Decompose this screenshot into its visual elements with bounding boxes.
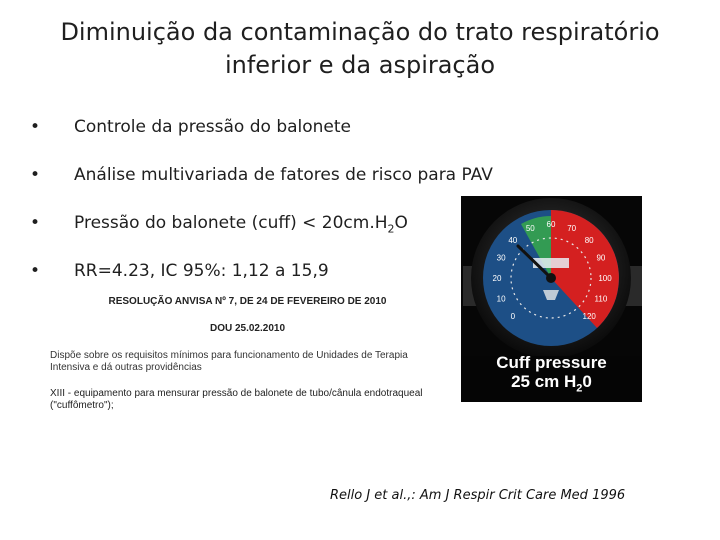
cuff-value-text: 25 cm H <box>511 372 577 391</box>
resolution-description: Dispõe sobre os requisitos mínimos para funcionamento de Unidades de Terapia Intensiva e dá outras providências <box>50 350 408 373</box>
bullet-dot: • <box>30 165 41 185</box>
gauge-scale-label: 10 <box>496 294 506 304</box>
bullet-dot: • <box>30 117 41 137</box>
resolution-item-xiii: XIII - equipamento para mensurar pressão de balonete de tubo/cânula endotraqueal ("cuffômetro"); <box>50 388 423 411</box>
bullet-item <box>30 260 329 282</box>
gauge-scale-label: 0 <box>510 312 516 322</box>
bullet-subscript: 2 <box>387 222 395 236</box>
bullet-item <box>30 212 408 240</box>
cuff-pressure-value <box>461 372 642 398</box>
bullet-text: Análise multivariada de fatores de risco para PAV <box>74 165 493 185</box>
gauge-scale-label: 50 <box>525 224 535 234</box>
slide-title <box>40 16 680 82</box>
resolution-dou-date: DOU 25.02.2010 <box>209 323 286 334</box>
gauge-scale-label: 30 <box>496 253 506 263</box>
gauge-scale-label: 80 <box>584 235 594 245</box>
anvisa-resolution-excerpt <box>50 296 445 412</box>
gauge-scale-label: 20 <box>492 274 502 283</box>
cuff-value-suffix: 0 <box>582 372 592 391</box>
bullet-dot: • <box>30 261 41 281</box>
bullet-text: RR=4.23, IC 95%: 1,12 a 15,9 <box>74 261 329 281</box>
citation: Rello J et al.,: Am J Respir Crit Care Med 1996 <box>330 488 626 503</box>
resolution-heading: RESOLUÇÃO ANVISA Nº 7, DE 24 DE FEVEREIRO DE 2010 <box>108 296 387 307</box>
bullet-text: Controle da pressão do balonete <box>74 117 352 137</box>
cuff-pressure-caption: Cuff pressure <box>496 353 607 372</box>
bullet-text-suffix: O <box>394 213 408 233</box>
cuff-manometer-gauge <box>461 196 642 356</box>
gauge-scale-label: 90 <box>596 253 606 263</box>
bullet-item <box>30 164 493 186</box>
gauge-scale-label: 40 <box>508 235 518 245</box>
cuff-pressure-photo <box>461 196 642 402</box>
gauge-scale-label: 70 <box>567 224 577 234</box>
cuff-value-subscript: 2 <box>576 382 583 395</box>
gauge-scale-label: 60 <box>546 220 556 229</box>
bullet-text: Pressão do balonete (cuff) < 20cm.H <box>74 213 388 233</box>
gauge-scale-label: 110 <box>594 294 608 304</box>
gauge-scale-label: 120 <box>582 312 596 322</box>
slide-title-line-1: Diminuição da contaminação do trato respiratório <box>60 18 660 46</box>
gauge-hub <box>546 273 556 283</box>
bullet-dot: • <box>30 213 41 233</box>
gauge-scale-label: 100 <box>598 274 612 283</box>
bullet-item <box>30 116 351 138</box>
slide-title-line-2: inferior e da aspiração <box>224 51 496 79</box>
